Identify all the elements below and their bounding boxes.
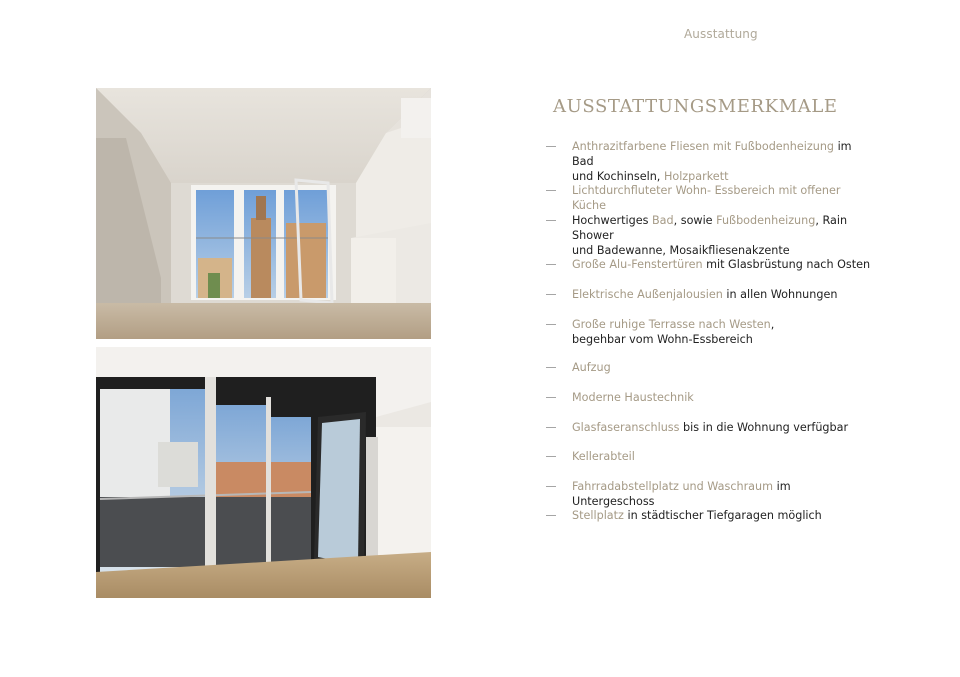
feature-detail: und Kochinseln, [572,170,664,183]
dash-bullet [546,427,556,428]
feature-detail: in städtischer Tiefgaragen möglich [623,509,822,522]
feature-detail: Hochwertiges [572,214,652,227]
feature-detail: in allen Wohnungen [722,288,838,301]
feature-detail: und Badewanne, Mosaikfliesenakzente [572,244,790,257]
feature-text [572,317,872,347]
feature-highlight: Große Alu-Fenstertüren [572,258,703,271]
dash-bullet [546,264,556,265]
feature-text [572,508,872,523]
feature-highlight: Kellerabteil [572,450,635,463]
feature-highlight: Fahrradabstellplatz und Waschraum [572,480,774,493]
feature-highlight: Große ruhige Terrasse nach Westen [572,318,771,331]
feature-detail: , Rain Shower [572,214,848,242]
feature-text [572,287,872,302]
feature-highlight: Elektrische Außenjalousien [572,288,723,301]
feature-highlight: Moderne Haustechnik [572,391,694,404]
feature-detail: im Untergeschoss [572,480,791,508]
section-header: Ausstattung [684,27,758,41]
dash-bullet [546,397,556,398]
feature-detail: , sowie [673,214,717,227]
feature-text [572,139,872,184]
feature-highlight: Lichtdurchfluteter Wohn- Essbereich mit offener Küche [572,184,841,212]
feature-highlight: Anthrazitfarbene Fliesen mit Fußbodenheizung [572,140,835,153]
interior-photo-dormer-room [96,88,431,339]
feature-text [572,479,872,509]
dash-bullet [546,190,556,191]
feature-text [572,390,872,405]
feature-text [572,213,872,258]
feature-detail: im Bad [572,140,852,168]
dash-bullet [546,456,556,457]
page-title: AUSSTATTUNGSMERKMALE [553,96,838,117]
feature-detail: , [770,318,775,331]
dash-bullet [546,515,556,516]
feature-highlight: Bad [652,214,674,227]
feature-text [572,183,872,213]
dash-bullet [546,294,556,295]
dash-bullet [546,324,556,325]
interior-photo-terrace-room [96,347,431,598]
feature-highlight: Stellplatz [572,509,624,522]
feature-highlight: Aufzug [572,361,611,374]
feature-text [572,449,872,464]
feature-highlight: Glasfaseranschluss [572,421,680,434]
dash-bullet [546,220,556,221]
feature-text [572,420,872,435]
feature-highlight: Holzparkett [663,170,729,183]
feature-detail: bis in die Wohnung verfügbar [679,421,849,434]
dash-bullet [546,367,556,368]
feature-detail: mit Glasbrüstung nach Osten [702,258,871,271]
feature-text [572,257,872,272]
feature-text [572,360,872,375]
dash-bullet [546,486,556,487]
feature-highlight: Fußbodenheizung [716,214,816,227]
dash-bullet [546,146,556,147]
feature-detail: begehbar vom Wohn-Essbereich [572,333,753,346]
